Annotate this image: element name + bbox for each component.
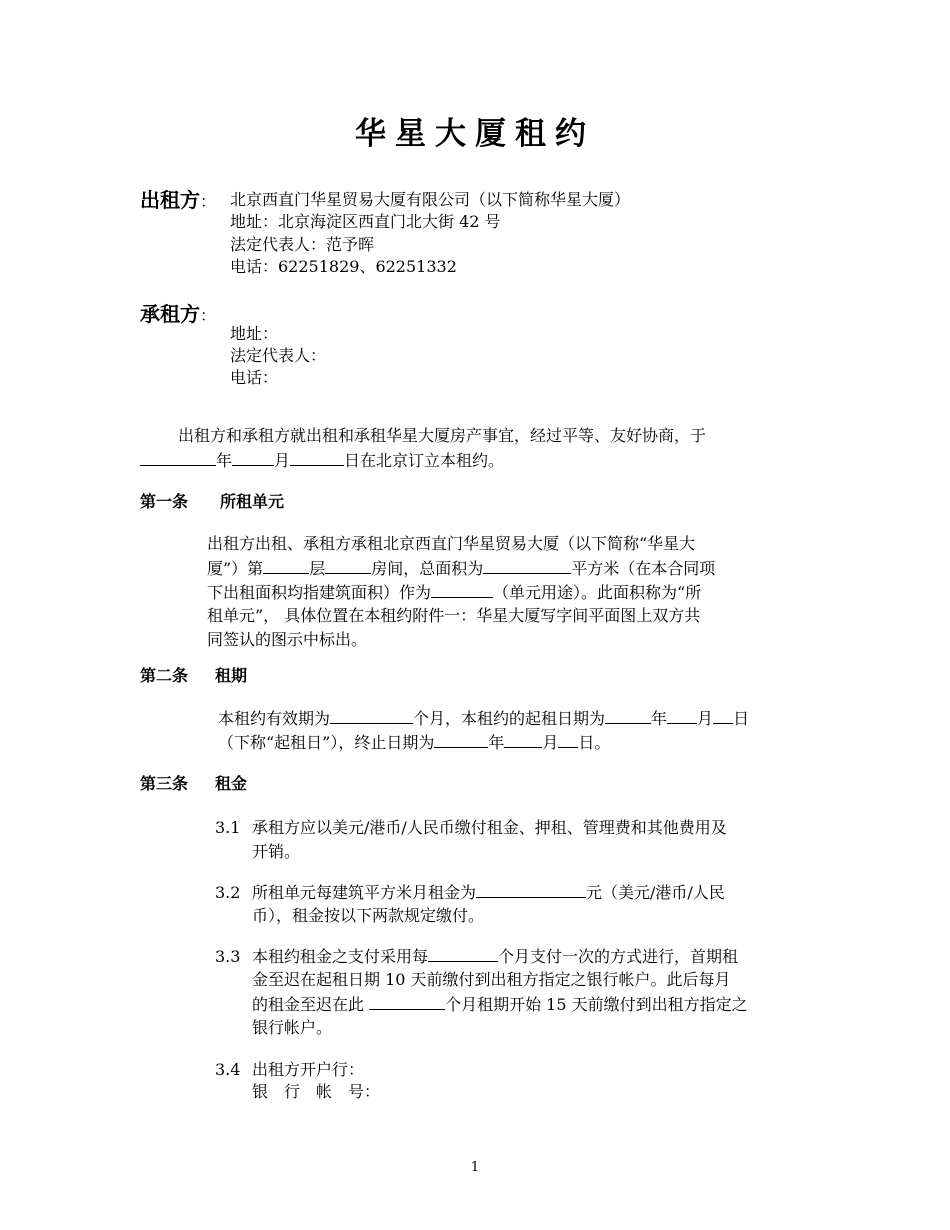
day-blank[interactable] [290, 449, 344, 466]
lessor-company: 北京西直门华星贸易大厦有限公司（以下简称华星大厦） [230, 190, 631, 209]
article2-line1 [218, 707, 749, 730]
month-blank[interactable] [232, 449, 274, 466]
lessee-rep: 法定代表人： [230, 346, 327, 365]
room-blank[interactable] [325, 557, 371, 574]
usage-blank[interactable] [431, 581, 493, 598]
intro-line2 [140, 449, 504, 472]
year-label: 年 [216, 451, 233, 470]
start-month-blank[interactable] [667, 707, 697, 724]
a2-l1a: 本租约有效期为 [218, 709, 331, 728]
item-3-3-line3 [252, 993, 748, 1016]
article2-title: 租期 [215, 666, 248, 685]
a2-l1e: 日 [733, 709, 750, 728]
a2-l1b: 个月，本租约的起租日期为 [413, 709, 606, 728]
lessor-rep: 法定代表人：范予晖 [230, 235, 375, 254]
lessee-phone: 电话： [230, 368, 279, 387]
article1-heading [140, 491, 284, 513]
item-3-3-text-b: 个月支付一次的方式进行，首期租 [498, 947, 739, 966]
article3-heading [140, 773, 247, 795]
article3-title: 租金 [215, 774, 248, 793]
a1-l2b: 层 [309, 559, 326, 578]
a2-l2b: 年 [488, 733, 505, 752]
item-3-3-text-a: 本租约租金之支付采用每 [252, 947, 429, 966]
lessor-label [140, 187, 216, 215]
item-3-3-line4: 银行帐户。 [252, 1018, 333, 1037]
a2-l2a: （下称“起租日”），终止日期为 [218, 733, 435, 752]
article3-num: 第三条 [140, 774, 189, 793]
item-3-4-num: 3.4 [215, 1060, 241, 1079]
term-months-blank[interactable] [330, 707, 413, 724]
item-3-4-line1 [215, 1059, 364, 1081]
item-3-2-line2: 币），租金按以下两款规定缴付。 [252, 906, 485, 925]
payment-months-blank[interactable] [369, 993, 445, 1010]
a2-l1d: 月 [697, 709, 714, 728]
item-3-1-num: 3.1 [215, 818, 241, 837]
item-3-3-text-d: 个月租期开始 15 天前缴付到出租方指定之 [445, 995, 748, 1014]
lessee-label [140, 301, 216, 329]
end-month-blank[interactable] [504, 731, 542, 748]
lessee-label-text: 承租方 [140, 302, 200, 326]
intro-line1: 出租方和承租方就出租和承租华星大厦房产事宜，经过平等、友好协商，于 [178, 426, 707, 445]
item-3-2-text-b: 元（美元/港币/人民 [586, 883, 725, 902]
item-3-3-line2: 金至迟在起租日期 10 天前缴付到出租方指定之银行帐户。此后每月 [252, 970, 731, 989]
item-3-2-line1 [215, 881, 725, 904]
payment-interval-blank[interactable] [428, 945, 498, 962]
article2-line2 [218, 731, 610, 754]
item-3-2-text-a: 所租单元每建筑平方米月租金为 [252, 883, 477, 902]
a2-l2d: 日。 [578, 733, 611, 752]
area-blank[interactable] [483, 557, 571, 574]
article1-line3 [207, 581, 701, 604]
lessor-address: 地址：北京海淀区西直门北大街 42 号 [230, 212, 501, 231]
rent-blank[interactable] [476, 881, 586, 898]
floor-blank[interactable] [263, 557, 309, 574]
a1-l2d: 平方米（在本合同项 [571, 559, 716, 578]
item-3-3-num: 3.3 [215, 947, 241, 966]
article1-line4: 租单元”， 具体位置在本租约附件一：华星大厦写字间平面图上双方共 [207, 606, 701, 625]
article1-title: 所租单元 [220, 492, 285, 511]
article2-num: 第二条 [140, 666, 189, 685]
item-3-1-text: 承租方应以美元/港币/人民币缴付租金、押租、管理费和其他费用及 [252, 818, 727, 837]
year-blank[interactable] [140, 449, 216, 466]
item-3-2-num: 3.2 [215, 883, 241, 902]
a1-l2c: 房间，总面积为 [371, 559, 484, 578]
item-3-4-text: 出租方开户行： [252, 1060, 365, 1079]
lessee-address: 地址： [230, 324, 279, 343]
document-title: 华星大厦租约 [355, 116, 595, 152]
a2-l1c: 年 [651, 709, 668, 728]
item-3-4-line2: 银 行 帐 号： [252, 1082, 381, 1101]
lessor-colon: ： [200, 192, 217, 211]
day-tail: 日在北京订立本租约。 [344, 451, 505, 470]
item-3-3-line1 [215, 945, 738, 968]
lessee-colon: ： [200, 306, 217, 325]
lessor-phone: 电话：62251829、62251332 [230, 257, 457, 276]
start-day-blank[interactable] [713, 707, 733, 724]
a1-l2a: 厦”）第 [207, 559, 264, 578]
lessor-label-text: 出租方 [140, 188, 200, 212]
article1-num: 第一条 [140, 492, 189, 511]
end-day-blank[interactable] [558, 731, 578, 748]
item-3-1-line1 [215, 817, 727, 839]
a2-l2c: 月 [542, 733, 559, 752]
item-3-3-text-c: 的租金至迟在此 [252, 995, 370, 1014]
end-year-blank[interactable] [434, 731, 488, 748]
a1-l3a: 下出租面积均指建筑面积）作为 [207, 583, 432, 602]
month-label: 月 [274, 451, 291, 470]
a1-l3b: （单元用途）。此面积称为“所 [493, 583, 702, 602]
article1-line2 [207, 557, 715, 580]
article1-line1: 出租方出租、承租方承租北京西直门华星贸易大厦（以下简称“华星大 [207, 534, 696, 553]
article2-heading [140, 665, 247, 687]
page-number: 1 [470, 1160, 480, 1175]
item-3-1-line2: 开销。 [252, 842, 301, 861]
start-year-blank[interactable] [605, 707, 651, 724]
article1-line5: 同签认的图示中标出。 [207, 630, 368, 649]
